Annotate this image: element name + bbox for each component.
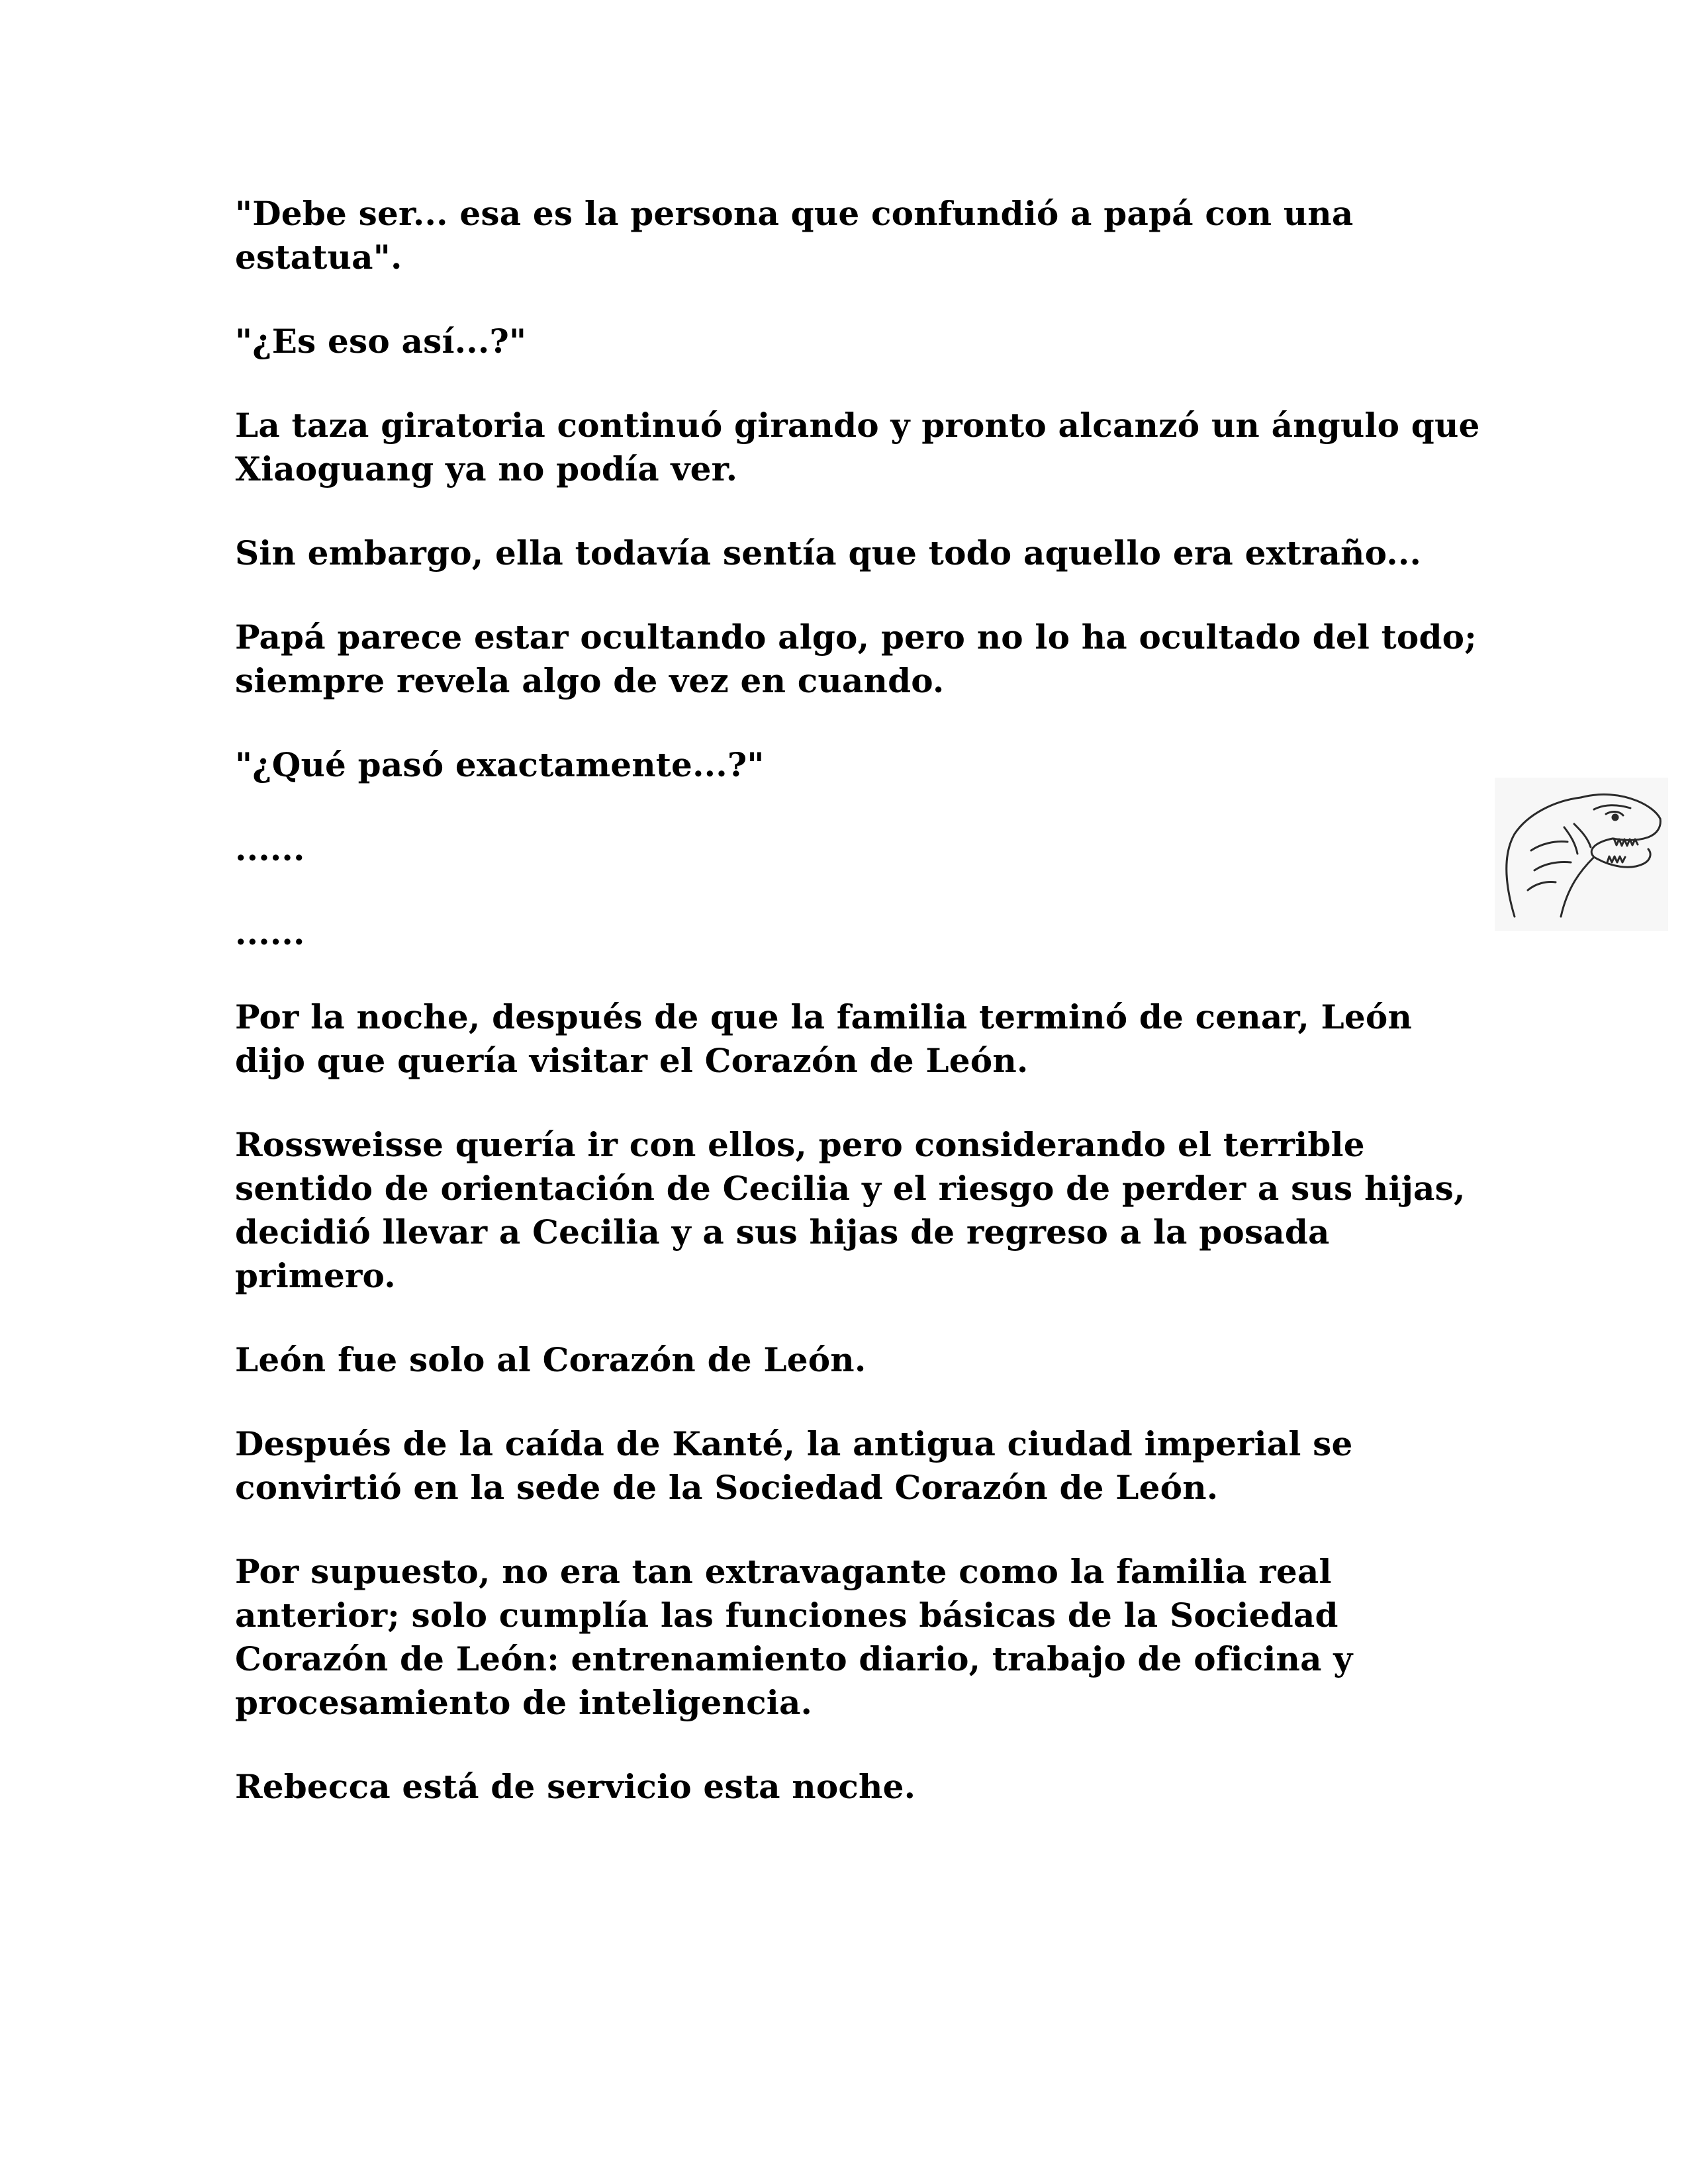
paragraph: Papá parece estar ocultando algo, pero no lo ha ocultado del todo; siempre revela algo de vez en cuando.: [235, 617, 1477, 700]
body-text: [235, 192, 1493, 1849]
paragraph: Por la noche, después de que la familia terminó de cenar, León dijo que quería visitar el Corazón de León.: [235, 997, 1413, 1080]
paragraph: Por supuesto, no era tan extravagante como la familia real anterior; solo cumplía las funciones básicas de la Sociedad Corazón de León: entrenamiento diario, trabajo de oficina y procesamiento de inteligencia.: [235, 1552, 1353, 1722]
paragraph: Rossweisse quería ir con ellos, pero considerando el terrible sentido de orientación de Cecilia y el riesgo de perder a sus hijas, decidió llevar a Cecilia y a sus hijas de regreso a la posada primero.: [235, 1125, 1466, 1295]
paragraph: "Debe ser... esa es la persona que confundió a papá con una estatua".: [235, 194, 1354, 277]
paragraph: Rebecca está de servicio esta noche.: [235, 1767, 916, 1806]
paragraph: Sin embargo, ella todavía sentía que todo aquello era extraño...: [235, 533, 1422, 572]
dinosaur-head-icon: [1495, 778, 1668, 931]
ellipsis-separator: ......: [235, 913, 305, 952]
paragraph: "¿Es eso así...?": [235, 322, 527, 361]
ellipsis-separator: ......: [235, 829, 305, 868]
paragraph: Después de la caída de Kanté, la antigua ciudad imperial se convirtió en la sede de la Sociedad Corazón de León.: [235, 1424, 1353, 1507]
paragraph: León fue solo al Corazón de León.: [235, 1340, 867, 1379]
paragraph: "¿Qué pasó exactamente...?": [235, 745, 765, 784]
paragraph: La taza giratoria continuó girando y pronto alcanzó un ángulo que Xiaoguang ya no podía ver.: [235, 406, 1480, 488]
